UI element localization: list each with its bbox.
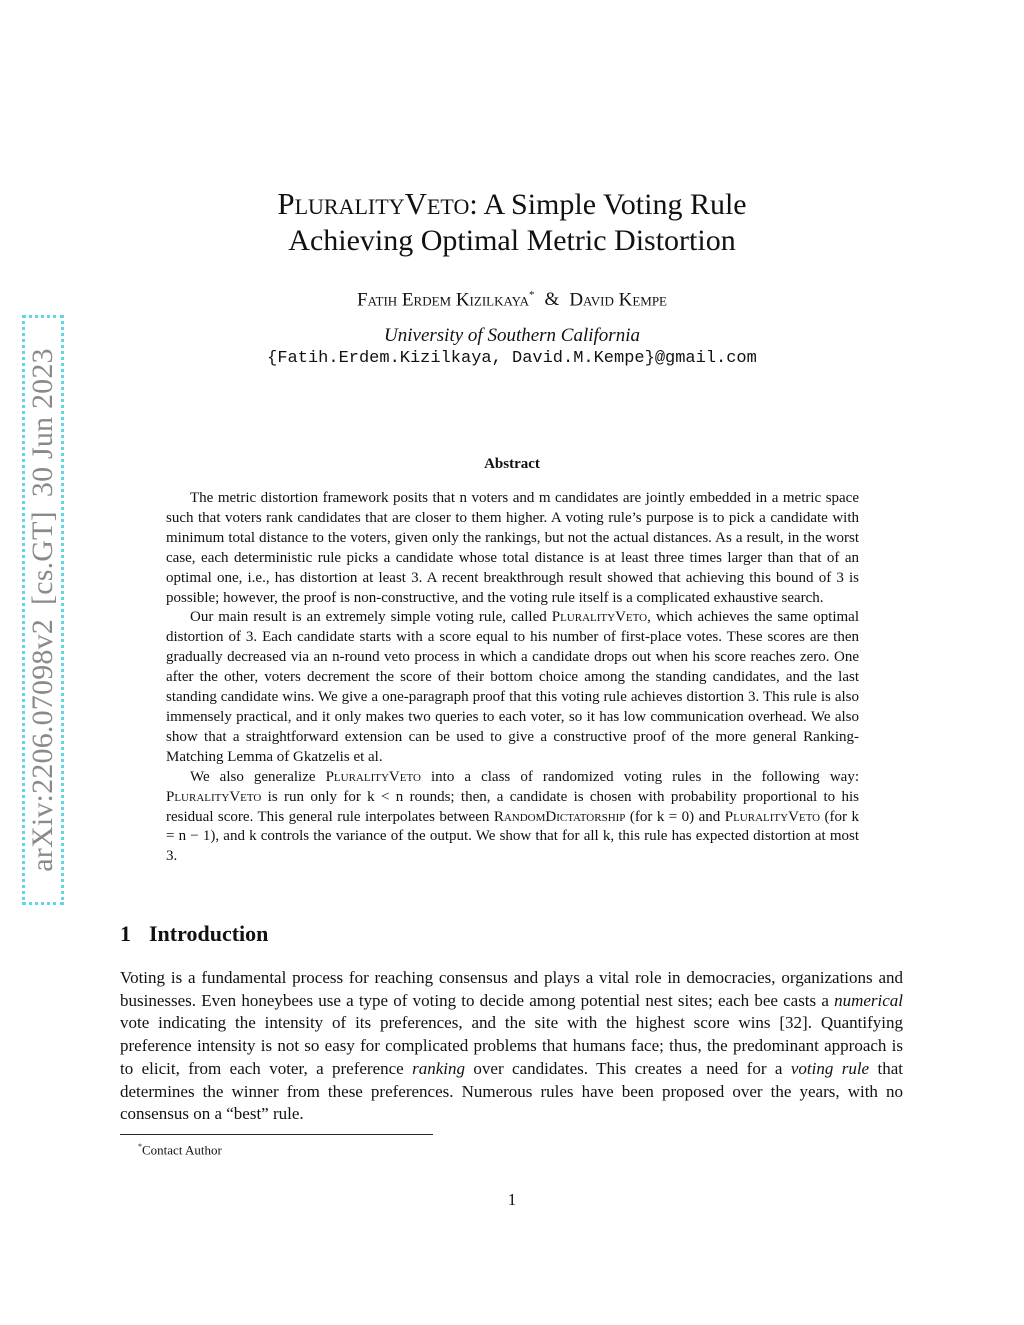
footnote	[138, 1139, 222, 1158]
author-separator: &	[544, 289, 560, 311]
intro-text-b: vote indicating the intensity of its preferences, and the site with the highest score wins [32]. Quantifying preference intensity is not so easy for complicated problems that humans face; thus, the predominant approach is to elicit, from each voter, a preference	[120, 1013, 903, 1078]
intro-paragraph	[120, 967, 903, 1126]
affiliation: University of Southern California	[384, 325, 640, 346]
author-1-footnote-mark: *	[529, 289, 535, 301]
abstract-body	[166, 489, 859, 867]
section-title: Introduction	[149, 921, 269, 946]
intro-text-d: that determines the winner from these preferences. Numerous rules have been proposed over the years, with no consensus on a “best” rule.	[120, 1058, 903, 1124]
abstract-paragraph-3	[166, 768, 859, 868]
title-rule-name: PluralityVeto	[277, 186, 470, 221]
title-line-1	[0, 186, 1024, 223]
page-number: 1	[507, 1190, 517, 1209]
intro-text-a: Voting is a fundamental process for reaching consensus and plays a vital role in democracies, organizations and businesses. Even honeybees use a type of voting to decide among potential nest sites; each bee casts a	[120, 968, 903, 1010]
arxiv-date: 30 Jun 2023	[26, 348, 59, 498]
paper-title	[0, 186, 1024, 259]
title-line-2: Achieving Optimal Metric Distortion	[288, 224, 736, 257]
abstract-p3-text-a: We also generalize	[190, 768, 326, 785]
abstract-paragraph-1: The metric distortion framework posits that n voters and m candidates are jointly embedded in a metric space such that voters rank candidates that are closer to them higher. A voting rule’s purpose is to pick a candidate with minimum total distance to the voters, given only the rankings, but not the actual distances. As a result, in the worst case, each deterministic rule picks a candidate whose total distance is at least three times larger than that of an optimal one, i.e., has distortion at least 3. A recent breakthrough result showed that achieving this bound of 3 is possible; however, the proof is non-constructive, and the voting rule itself is a complicated exhaustive search.	[166, 490, 859, 606]
intro-emphasis-3: voting rule	[790, 1058, 870, 1078]
intro-emphasis-1: numerical	[834, 990, 903, 1010]
title-line-1-rest: : A Simple Voting Rule	[469, 188, 747, 221]
footnote-divider	[120, 1134, 433, 1135]
section-number: 1	[120, 921, 131, 946]
intro-text-c: over candidates. This creates a need for a	[465, 1058, 791, 1078]
abstract-p3-text-c: is run only for k < n rounds; then, a candidate is chosen with probability proportional to his residual score. This general rule interpolates between	[166, 788, 859, 825]
author-1: Fatih Erdem Kizilkaya	[357, 289, 530, 311]
arxiv-stamp	[22, 315, 64, 905]
section-heading	[120, 920, 268, 948]
arxiv-category: [cs.GT]	[26, 511, 59, 605]
abstract-p2-rule-name: PluralityVeto	[551, 609, 648, 626]
abstract-p3-text-b: into a class of randomized voting rules in the following way:	[420, 768, 859, 785]
abstract-heading: Abstract	[484, 456, 540, 472]
author-2: David Kempe	[569, 289, 667, 311]
intro-emphasis-2: ranking	[412, 1058, 466, 1078]
abstract-p3-rule-3: RandomDictatorship	[493, 808, 626, 825]
arxiv-id: arXiv:2206.07098v2	[26, 619, 59, 872]
abstract-p2-text-a: Our main result is an extremely simple voting rule, called	[190, 609, 552, 626]
abstract-p3-rule-2: PluralityVeto	[166, 788, 262, 805]
abstract-p3-rule-4: PluralityVeto	[724, 808, 821, 825]
abstract-paragraph-2	[166, 608, 859, 767]
abstract-p3-rule-1: PluralityVeto	[325, 768, 421, 785]
author-list	[0, 284, 1024, 311]
footnote-mark: *	[138, 1142, 142, 1151]
abstract-p2-text-b: , which achieves the same optimal distortion of 3. Each candidate starts with a score equal to his number of first-place votes. These scores are then gradually decreased via an n-round veto process in which a candidate drops out when his score reaches zero. One after the other, voters decrement the score of their bottom choice among the standing candidates, and the last standing candidate wins. We give a one-paragraph proof that this voting rule achieves distortion 3. This rule is also immensely practical, and it only makes two queries to each voter, so it has low communication overhead. We also show that a straightforward extension can be used to give a constructive proof of the more general Ranking-Matching Lemma of Gkatzelis et al.	[166, 609, 859, 765]
abstract-p3-text-e: (for k = n − 1), and k controls the variance of the output. We show that for all k, this rule has expected distortion at most 3.	[166, 808, 859, 865]
footnote-text: Contact Author	[142, 1142, 222, 1158]
abstract-p3-text-d: (for k = 0) and	[625, 808, 725, 825]
author-emails: {Fatih.Erdem.Kizilkaya, David.M.Kempe}@gmail.com	[267, 349, 757, 368]
